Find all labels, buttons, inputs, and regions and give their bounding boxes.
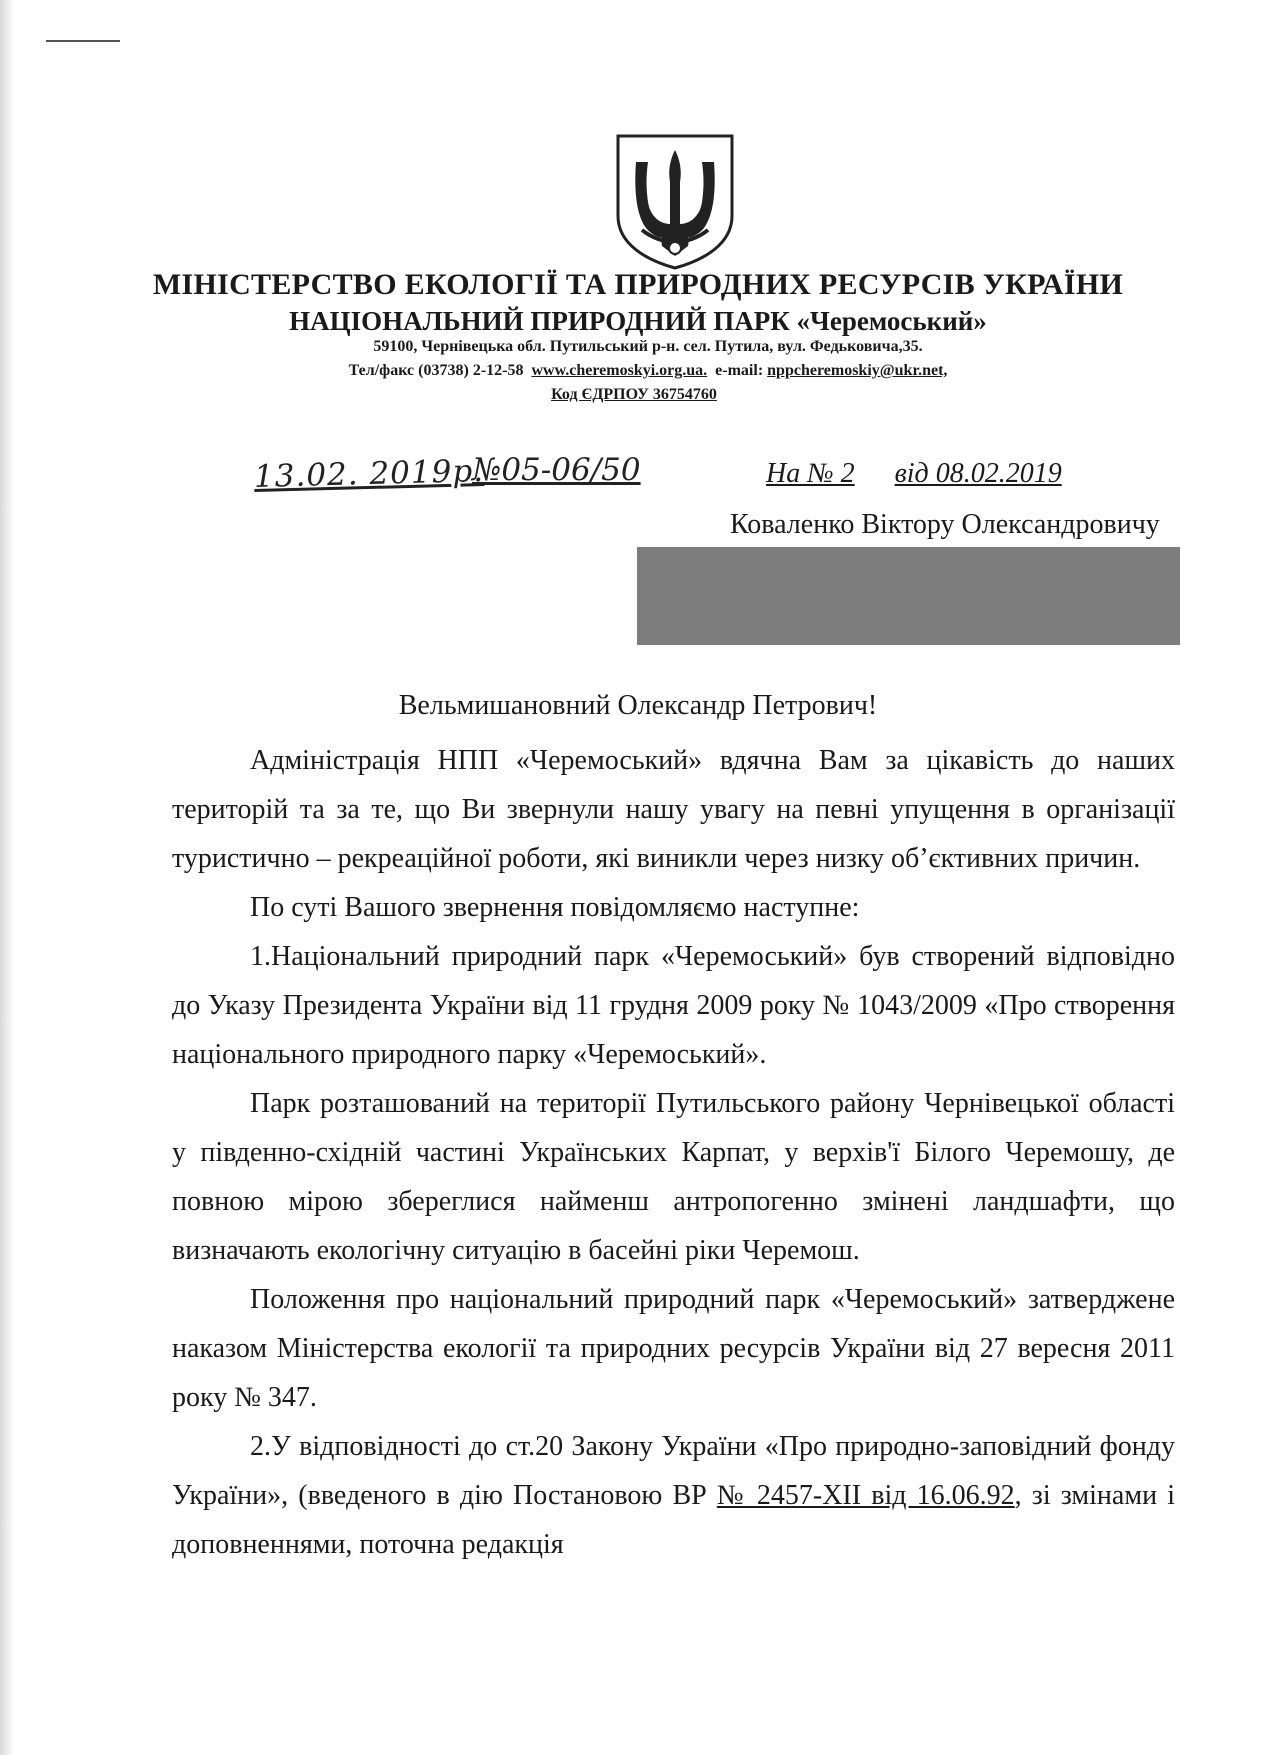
incoming-date: від 08.02.2019	[894, 458, 1062, 489]
paragraph-park-creation: 1.Національний природний парк «Черемоський» був створений відповідно до Указу Президента України від 11 грудня 2009 року № 1043/2009 «Про створення національного природного парку «Черемоський».	[172, 941, 1175, 1070]
ministry-title: МІНІСТЕРСТВО ЕКОЛОГІЇ ТА ПРИРОДНИХ РЕСУРСІВ УКРАЇНИ	[152, 268, 1124, 301]
paragraph-park-regulation: Положення про національний природний парк «Черемоський» затверджене наказом Міністерства екології та природних ресурсів України від 27 вересня 2011 року № 347.	[172, 1284, 1175, 1413]
website-link[interactable]: www.cheremoskyi.org.ua.	[531, 362, 708, 379]
letter-body	[172, 736, 1175, 1569]
paragraph-intro: По суті Вашого звернення повідомляємо наступне:	[250, 892, 860, 923]
paragraph-law-reference	[172, 1422, 1175, 1569]
addressee-name: Коваленко Віктору Олександровичу	[730, 509, 1160, 540]
redacted-address-block	[637, 547, 1180, 645]
outgoing-date-handwritten: 13.02. 2019р.	[253, 452, 485, 496]
paragraph-park-location: Парк розташований на території Путильського району Чернівецької області у південно-східній частині Українських Карпат, у верхів'ї Білого Черемошу, де повною мірою збереглися найменш антропогенно змінені ландшафти, що визначають екологічну ситуацію в басейні ріки Черемош.	[172, 1088, 1175, 1266]
phone-fax: Тел/факс (03738) 2-12-58	[348, 362, 524, 379]
scan-edge-shadow	[0, 0, 14, 1755]
trident-coat-of-arms-icon	[612, 132, 738, 270]
law-text-end: , зі змінами і доповненнями, поточна редакція	[172, 1480, 1175, 1560]
paragraph-gratitude: Адміністрація НПП «Черемоський» вдячна Вам за цікавість до наших територій та за те, що Ви звернули нашу увагу на певні упущення в організації туристично – рекреаційної роботи, які виникли через низку об’єктивних причин.	[172, 745, 1175, 874]
postal-address: 59100, Чернівецька обл. Путильський р-н. сел. Путила, вул. Федьковича,35.	[373, 338, 923, 355]
corner-mark	[46, 40, 120, 42]
law-document-link[interactable]: № 2457-XII від 16.06.92	[716, 1480, 1015, 1511]
law-text-start: 2.У відповідності до ст.20 Закону України «Про природно-заповідний фонду України», (введеного в дію Постановою ВР	[172, 1431, 1175, 1511]
edrpou-code: Код ЄДРПОУ 36754760	[551, 386, 717, 403]
salutation: Вельмишановний Олександр Петрович!	[398, 690, 878, 721]
email-label: e-mail:	[715, 362, 764, 379]
outgoing-number-handwritten: №05-06/50	[472, 452, 641, 488]
contact-line	[10, 362, 1276, 380]
email-link[interactable]: nppcheremoskiy@ukr.net,	[767, 362, 948, 379]
park-title: НАЦІОНАЛЬНИЙ ПРИРОДНИЙ ПАРК «Черемоський»	[289, 306, 987, 336]
incoming-number: На № 2	[766, 458, 855, 489]
incoming-reference	[766, 458, 1062, 490]
